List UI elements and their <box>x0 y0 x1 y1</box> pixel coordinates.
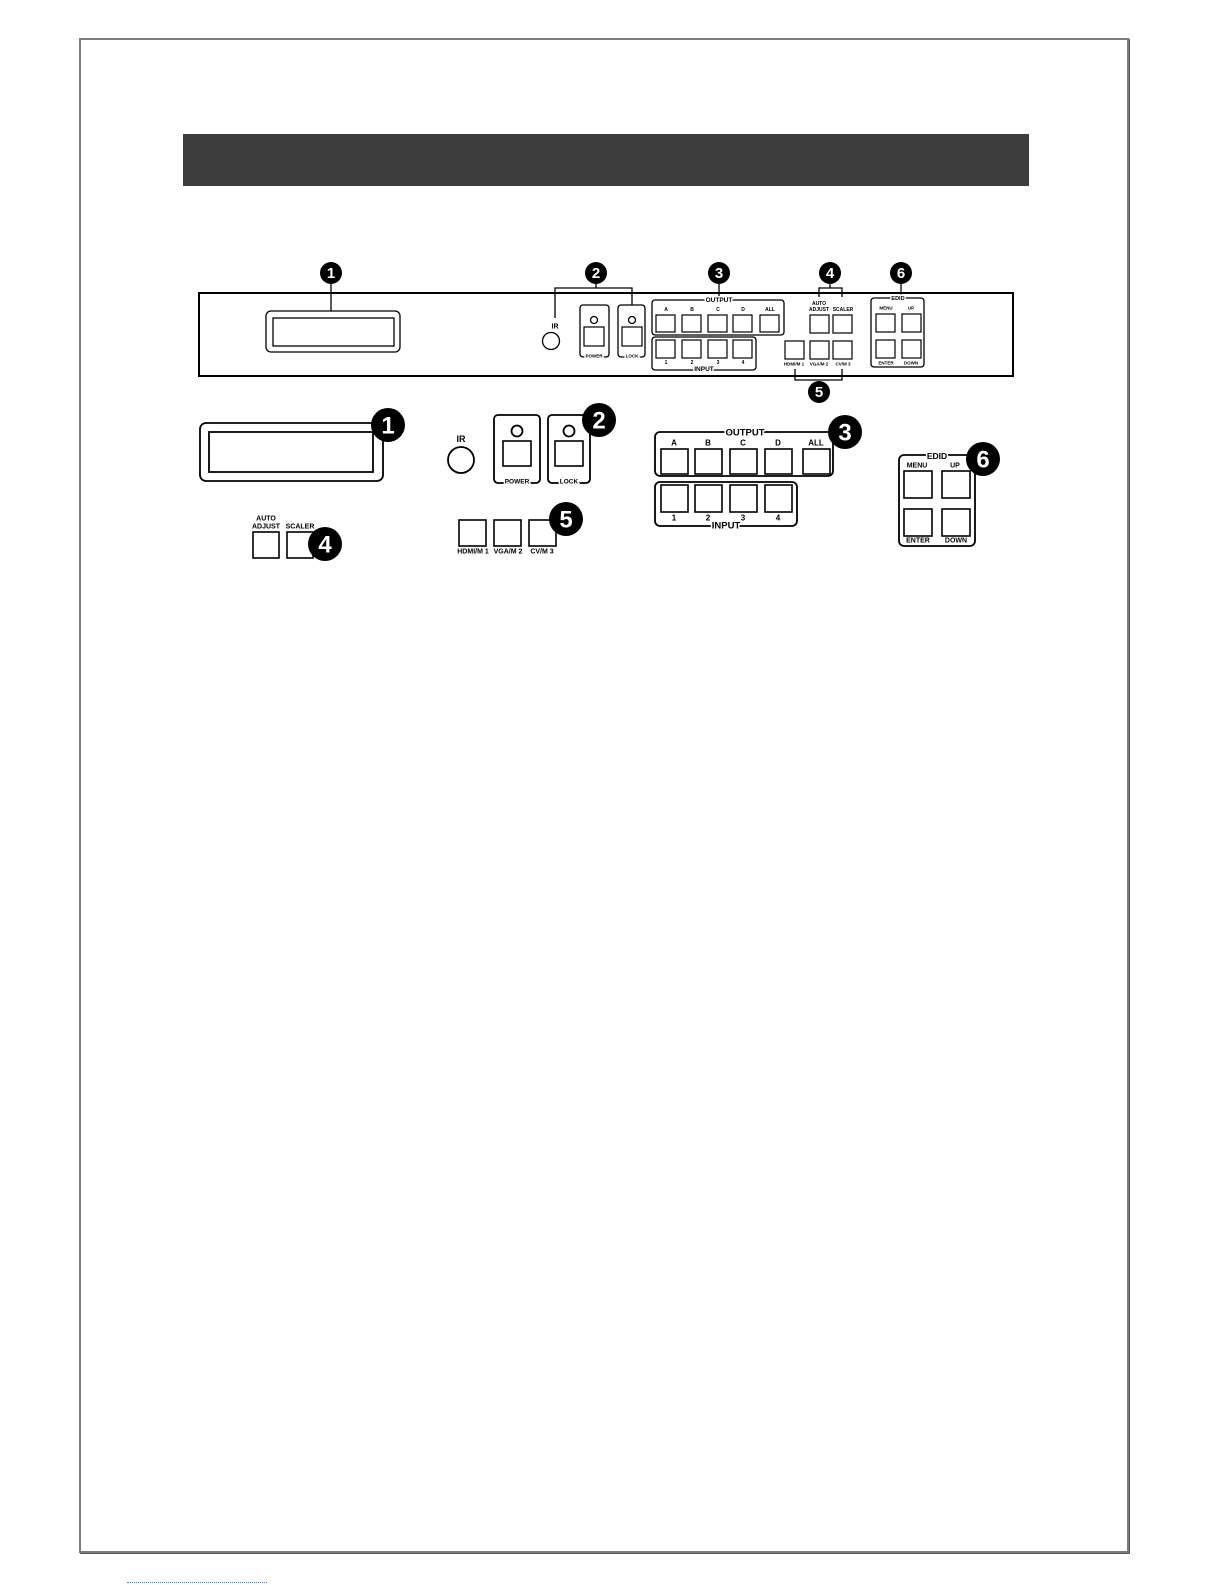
hdmi-m1-detail-label: HDMI/M 1 <box>457 548 489 556</box>
input-label-4: 4 <box>741 360 745 366</box>
power-led <box>591 317 598 324</box>
output-button-d <box>733 315 752 332</box>
up-label: UP <box>907 305 915 311</box>
vga-m2-detail-button <box>494 520 521 546</box>
input-button-3 <box>708 340 727 358</box>
output-title: OUTPUT <box>705 297 733 304</box>
output-button-a <box>656 315 675 332</box>
callout-2-bracket <box>555 284 632 318</box>
menu-detail-button <box>904 471 932 498</box>
callout-4-number: 4 <box>825 265 835 282</box>
output-button-all <box>760 315 779 332</box>
power-detail-button <box>503 441 531 466</box>
ir-sensor <box>543 333 560 350</box>
auto-adjust-detail-label-line1: AUTO <box>256 515 276 523</box>
enter-label: ENTER <box>878 360 894 366</box>
input-title: INPUT <box>694 366 714 373</box>
scaler-button <box>833 315 852 333</box>
input-button-1 <box>656 340 675 358</box>
menu-detail-label: MENU <box>906 462 928 470</box>
input-detail-label-3: 3 <box>740 513 746 523</box>
input-detail-label-1: 1 <box>671 513 677 523</box>
callout-3-detail-badge <box>828 415 862 449</box>
output-detail-label-d: D <box>775 438 781 448</box>
callout-6-detail-number: 6 <box>976 446 990 474</box>
output-label-d: D <box>741 307 745 313</box>
callout-5-bracket <box>795 369 842 380</box>
auto-adjust-detail-button <box>253 532 279 558</box>
front-panel-details <box>200 403 1000 561</box>
callout-2-detail-badge <box>582 403 616 437</box>
vga-m2-button <box>810 341 829 359</box>
output-detail-label-all: ALL <box>808 438 824 448</box>
power-button <box>584 327 604 346</box>
output-detail-button-d <box>765 449 792 474</box>
enter-detail-label: ENTER <box>906 537 930 545</box>
output-label-c: C <box>716 307 720 313</box>
input-button-2 <box>682 340 701 358</box>
up-button <box>902 314 921 332</box>
menu-label: MENU <box>879 305 893 311</box>
callout-6-badge <box>890 262 912 284</box>
scaler-label: SCALER <box>832 307 854 313</box>
output-button-b <box>682 315 701 332</box>
down-label: DOWN <box>903 360 919 366</box>
power-detail-led <box>512 426 523 437</box>
power-label: POWER <box>585 353 603 359</box>
callout-1-detail-number: 1 <box>381 412 395 440</box>
lock-label: LOCK <box>625 353 639 359</box>
lock-detail-label: LOCK <box>559 478 579 486</box>
callout-4-badge <box>819 262 841 284</box>
callout-5-number: 5 <box>814 384 824 401</box>
ir-label: IR <box>551 323 559 331</box>
input-label-1: 1 <box>664 360 668 366</box>
lcd-detail-screen <box>209 432 373 472</box>
callout-6-number: 6 <box>896 265 906 282</box>
callout-6-detail-badge <box>966 442 1000 476</box>
ir-detail-sensor <box>448 447 474 473</box>
output-label-a: A <box>664 307 668 313</box>
lcd-display-screen <box>273 318 394 346</box>
hdmi-m1-label: HDMI/M 1 <box>783 361 805 367</box>
callout-4-bracket <box>819 284 842 297</box>
callout-3-detail-number: 3 <box>838 419 852 447</box>
cv-m3-detail-label: CV/M 3 <box>530 548 554 556</box>
down-detail-button <box>942 509 970 536</box>
callout-2-detail-number: 2 <box>592 407 606 435</box>
lock-detail-led <box>564 426 575 437</box>
down-button <box>902 340 921 358</box>
callout-2-number: 2 <box>591 265 601 282</box>
up-detail-button <box>942 471 970 498</box>
output-detail-button-c <box>730 449 757 474</box>
output-detail-title: OUTPUT <box>725 427 765 439</box>
output-detail-button-all <box>803 449 830 474</box>
output-label-b: B <box>690 307 694 313</box>
callout-1-number: 1 <box>326 265 336 282</box>
lock-led <box>629 317 636 324</box>
input-detail-title: INPUT <box>711 520 741 532</box>
input-label-2: 2 <box>690 360 694 366</box>
output-detail-button-b <box>695 449 722 474</box>
lock-button <box>622 327 642 346</box>
output-detail-label-a: A <box>671 438 677 448</box>
enter-button <box>876 340 895 358</box>
enter-detail-button <box>904 509 932 536</box>
callout-5-detail-badge <box>549 502 583 536</box>
front-panel-overview <box>199 262 1013 403</box>
callout-3-number: 3 <box>714 265 724 282</box>
callout-2-badge <box>585 262 607 284</box>
input-detail-button-2 <box>695 485 722 512</box>
callout-4-detail-number: 4 <box>318 531 332 559</box>
output-detail-label-c: C <box>740 438 746 448</box>
input-detail-label-2: 2 <box>705 513 711 523</box>
menu-button <box>876 314 895 332</box>
edid-title: EDID <box>891 296 905 302</box>
scaler-detail-label: SCALER <box>285 523 315 531</box>
vga-m2-label: VGA/M 2 <box>809 361 829 367</box>
callout-3-badge <box>708 262 730 284</box>
auto-adjust-label-line2: ADJUST <box>808 307 830 313</box>
output-detail-button-a <box>661 449 688 474</box>
lock-detail-button <box>555 441 583 466</box>
ir-detail-label: IR <box>456 434 466 444</box>
callout-1-badge <box>320 262 342 284</box>
auto-adjust-label-line1: AUTO <box>811 301 827 307</box>
cv-m3-button <box>833 341 852 359</box>
hdmi-m1-detail-button <box>459 520 486 546</box>
output-label-all: ALL <box>765 307 775 313</box>
output-detail-label-b: B <box>705 438 711 448</box>
input-button-4 <box>733 340 752 358</box>
callout-1-detail-badge <box>371 408 405 442</box>
up-detail-label: UP <box>950 462 960 470</box>
down-detail-label: DOWN <box>944 537 968 545</box>
cv-m3-label: CV/M 3 <box>835 361 851 367</box>
auto-adjust-detail-label-line2: ADJUST <box>251 523 281 531</box>
input-detail-label-4: 4 <box>775 513 781 523</box>
output-button-c <box>708 315 727 332</box>
input-label-3: 3 <box>716 360 720 366</box>
input-detail-button-3 <box>730 485 757 512</box>
vga-m2-detail-label: VGA/M 2 <box>493 548 523 556</box>
callout-4-detail-badge <box>308 527 342 561</box>
power-detail-label: POWER <box>504 478 530 486</box>
input-detail-button-4 <box>765 485 792 512</box>
edid-detail-title: EDID <box>926 451 948 461</box>
auto-adjust-button <box>810 315 829 333</box>
callout-5-detail-number: 5 <box>559 506 573 534</box>
callout-5-badge <box>808 381 830 403</box>
input-detail-button-1 <box>661 485 688 512</box>
hdmi-m1-button <box>785 341 804 359</box>
